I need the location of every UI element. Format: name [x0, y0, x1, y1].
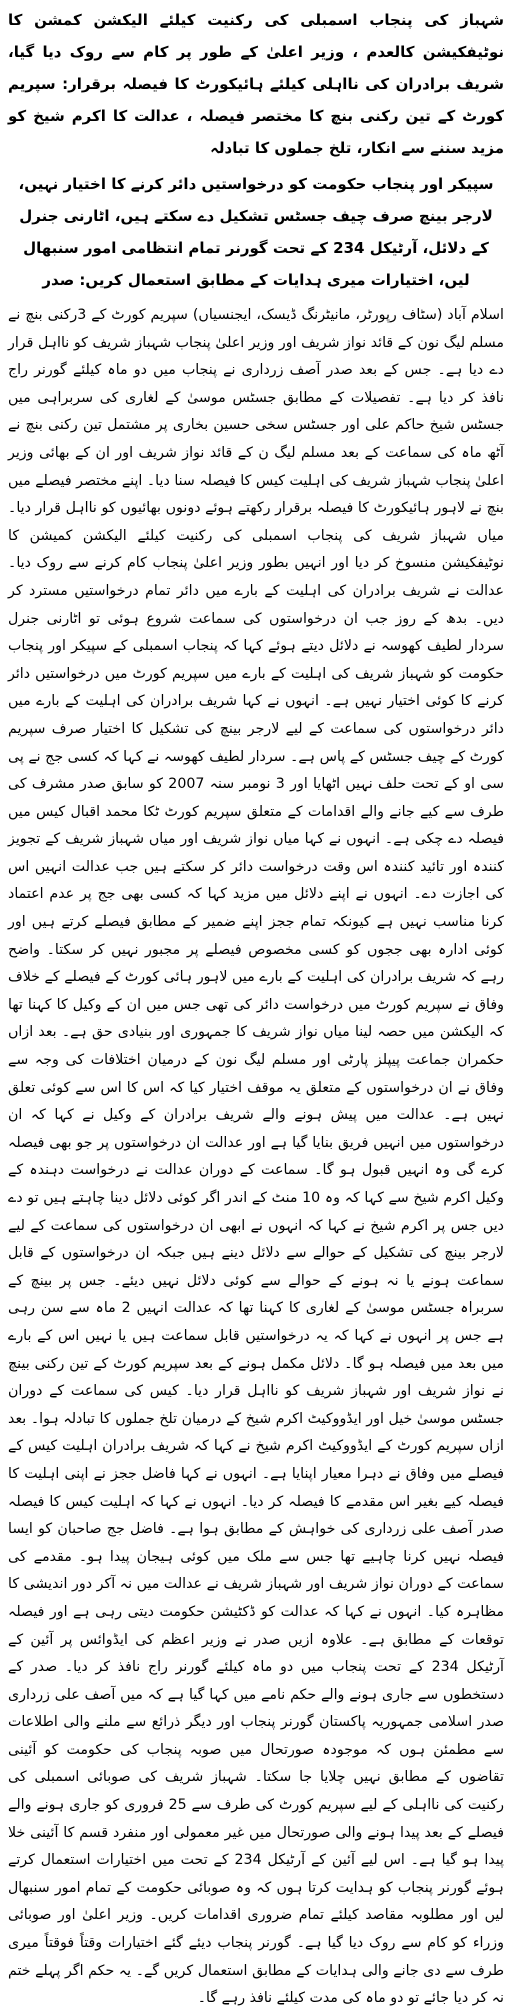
article-headline: شہباز کی پنجاب اسمبلی کی رکنیت کیلئے الیکشن کمشن کا نوٹیفکیشن کالعدم ، وزیر اعلیٰ کے طور پر کام سے روک دیا گیا، شریف برادران کی نااہلی کیلئے ہائیکورٹ کا فیصلہ برقرار: سپریم کورٹ کے تین رکنی بنچ کا مختصر فیصلہ ، عدالت کا اکرم شیخ کو مزید سننے سے انکار، تلخ جملوں کا تبادلہ	[8, 11, 504, 157]
article-body: اسلام آباد (سٹاف رپورٹر، مانیٹرنگ ڈیسک، ایجنسیاں) سپریم کورٹ کے 3رکنی بنچ نے مسلم لیگ نون کے قائد نواز شریف اور وزیر اعلیٰ پنجاب شہباز شریف کو نااہل قرار دے دیا ہے۔ جس کے بعد صدر آصف زرداری نے پنجاب میں دو ماہ کیلئے گورنر راج نافذ کر دیا ہے۔ تفصیلات کے مطابق جسٹس موسیٰ کے لغاری کی سربراہی میں جسٹس شیخ حاکم علی اور جسٹس سخی حسین بخاری پر مشتمل تین رکنی بنچ نے آٹھ ماہ کی سماعت کے بعد مسلم لیگ ن کے قائد نواز شریف اور ان کے بھائی وزیر اعلیٰ پنجاب شہباز شریف کی اہلیت کیس کا فیصلہ سنا دیا۔ اپنے مختصر فیصلے میں بنچ نے لاہور ہائیکورٹ کا فیصلہ برقرار رکھتے ہوئے دونوں بھائیوں کو نااہل قرار دیا۔ میاں شہباز شریف کی پنجاب اسمبلی کی رکنیت کیلئے الیکشن کمیشن کا نوٹیفکیشن منسوخ کر دیا اور انہیں بطور وزیر اعلیٰ پنجاب کام کرنے سے روک دیا۔ عدالت نے شریف برادران کی اہلیت کے بارے میں دائر تمام درخواستیں مسترد کر دیں۔ بدھ کے روز جب ان درخواستوں کی سماعت شروع ہوئی تو اٹارنی جنرل سردار لطیف کھوسہ نے دلائل دیتے ہوئے کہا کہ پنجاب اسمبلی کے سپیکر اور پنجاب حکومت کو شہباز شریف کی اہلیت کے بارے میں سپریم کورٹ میں درخواستیں دائر کرنے کا کوئی اختیار نہیں ہے۔ انہوں نے کہا شریف برادران کی اہلیت کے بارے میں دائر درخواستوں کی سماعت کے لیے لارجر بینچ کی تشکیل کا اختیار صرف سپریم کورٹ کے چیف جسٹس کے پاس ہے۔ سردار لطیف کھوسہ نے کہا کہ کسی جج نے پی سی او کے تحت حلف نہیں اٹھایا اور 3 نومبر سنہ 2007 کو سابق صدر مشرف کی طرف سے کیے جانے والے اقدامات کے متعلق سپریم کورٹ ٹکا محمد اقبال کیس میں فیصلہ دے چکی ہے۔ انہوں نے کہا میاں نواز شریف اور میاں شہباز شریف کے تجویز کنندہ اور تائید کنندہ اس وقت درخواست دائر کر سکتے ہیں جب عدالت انہیں اس کی اجازت دے۔ انہوں نے اپنے دلائل میں مزید کہا کہ کسی بھی جج پر عدم اعتماد کرنا مناسب نہیں ہے کیونکہ تمام ججز اپنے ضمیر کے مطابق فیصلے کرتے ہیں اور کوئی ادارہ بھی ججوں کو کسی مخصوص فیصلے پر مجبور نہیں کر سکتا۔ واضح رہے کہ شریف برادران کی اہلیت کے بارے میں لاہور ہائی کورٹ کے فیصلے کے خلاف وفاق نے سپریم کورٹ میں درخواست دائر کی تھی جس میں ان کے وکیل کا کہنا تھا کہ الیکشن میں حصہ لینا میاں نواز شریف کا جمہوری اور بنیادی حق ہے۔ بعد ازاں حکمران جماعت پیپلز پارٹی اور مسلم لیگ نون کے درمیان اختلافات کی وجہ سے وفاق نے ان درخواستوں کے متعلق یہ موقف اختیار کیا کہ اس کا اس سے کوئی تعلق نہیں ہے۔ عدالت میں پیش ہونے والے شریف برادران کے وکیل نے کہا کہ ان درخواستوں میں انہیں فریق بنایا گیا ہے اور عدالت ان درخواستوں پر جو بھی فیصلہ کرے گی وہ انہیں قبول ہو گا۔ سماعت کے دوران عدالت نے درخواست دہندہ کے وکیل اکرم شیخ سے کہا کہ وہ 10 منٹ کے اندر اگر کوئی دلائل دینا چاہتے ہیں تو دے دیں جس پر اکرم شیخ نے کہا کہ انہوں نے ابھی ان درخواستوں کی سماعت کے لیے لارجر بینچ کی تشکیل کے حوالے سے دلائل دینے ہیں جبکہ ان درخواستوں کے قابل سماعت ہونے یا نہ ہونے کے حوالے سے کوئی دلائل نہیں دیئے۔ جس پر بینچ کے سربراہ جسٹس موسیٰ کے لغاری کا کہنا تھا کہ عدالت انہیں 2 ماہ سے سن رہی ہے جس پر انہوں نے کہا کہ یہ درخواستیں قابل سماعت ہیں یا نہیں اس کے بارے میں بعد میں فیصلہ ہو گا۔ دلائل مکمل ہونے کے بعد سپریم کورٹ کے تین رکنی بینچ نے نواز شریف اور شہباز شریف کو نااہل قرار دیا۔ کیس کی سماعت کے دوران جسٹس موسیٰ خیل اور ایڈووکیٹ اکرم شیخ کے درمیان تلخ جملوں کا تبادلہ ہوا۔ بعد ازاں سپریم کورٹ کے ایڈووکیٹ اکرم شیخ نے کہا کہ شریف برادران اہلیت کیس کے فیصلے میں وفاق نے دہرا معیار اپنایا ہے۔ انہوں نے کہا فاضل ججز نے اپنی اہلیت کا فیصلہ کیے بغیر اس مقدمے کا فیصلہ کر دیا۔ انہوں نے کہا کہ اہلیت کیس کا فیصلہ صدر آصف علی زرداری کی خواہش کے مطابق ہوا ہے۔ فاضل جج صاحبان کو ایسا فیصلہ نہیں کرنا چاہیے تھا جس سے ملک میں کوئی ہیجان پیدا ہو۔ مقدمے کی سماعت کے دوران نواز شریف اور شہباز شریف نے عدالت میں نہ آکر دور اندیشی کا مظاہرہ کیا۔ انہوں نے کہا کہ عدالت کو ڈکٹیشن حکومت دیتی رہی ہے اور فیصلہ توقعات کے مطابق ہے۔ علاوہ ازیں صدر نے وزیر اعظم کی ایڈوائس پر آئین کے آرٹیکل 234 کے تحت پنجاب میں دو ماہ کیلئے گورنر راج نافذ کر دیا۔ صدر کے دستخطوں سے جاری ہونے والے حکم نامے میں کہا گیا ہے کہ میں آصف علی زرداری صدر اسلامی جمہوریہ پاکستان گورنر پنجاب اور دیگر ذرائع سے ملنے والی اطلاعات سے مطمئن ہوں کہ موجودہ صورتحال میں صوبہ پنجاب کی حکومت کو آئینی تقاضوں کے مطابق نہیں چلایا جا سکتا۔ شہباز شریف کی صوبائی اسمبلی کی رکنیت کی نااہلی کے لیے سپریم کورٹ کی طرف سے 25 فروری کو جاری ہونے والے فیصلے کے بعد پیدا ہونے والی صورتحال میں غیر معمولی اور منفرد قسم کا آئینی خلا پیدا ہو گیا ہے۔ اس لیے آئین کے آرٹیکل 234 کے تحت میں اختیارات استعمال کرتے ہوئے گورنر پنجاب کو ہدایت کرتا ہوں کہ وہ صوبائی حکومت کے تمام امور سنبھال لیں اور مطلوبہ مقاصد کیلئے تمام ضروری اقدامات کریں۔ وزیر اعلیٰ اور صوبائی وزراء کو کام سے روک دیا گیا ہے۔ گورنر پنجاب دیئے گئے اختیارات وقتاً فوقتاً میری طرف سے دی جانے والی ہدایات کے مطابق استعمال کریں گے۔ یہ حکم اگر پہلے ختم نہ کر دیا جائے تو دو ماہ کی مدت کیلئے نافذ رہے گا۔	[8, 307, 505, 2007]
article-subheadline: سپیکر اور پنجاب حکومت کو درخواستیں دائر کرنے کا اختیار نہیں، لارجر بینچ صرف چیف جسٹس تشکیل دے سکتے ہیں، اٹارنی جنرل کے دلائل، آرٹیکل 234 کے تحت گورنر تمام انتظامی امور سنبھال لیں، اختیارات میری ہدایات کے مطابق استعمال کریں: صدر	[18, 175, 494, 289]
